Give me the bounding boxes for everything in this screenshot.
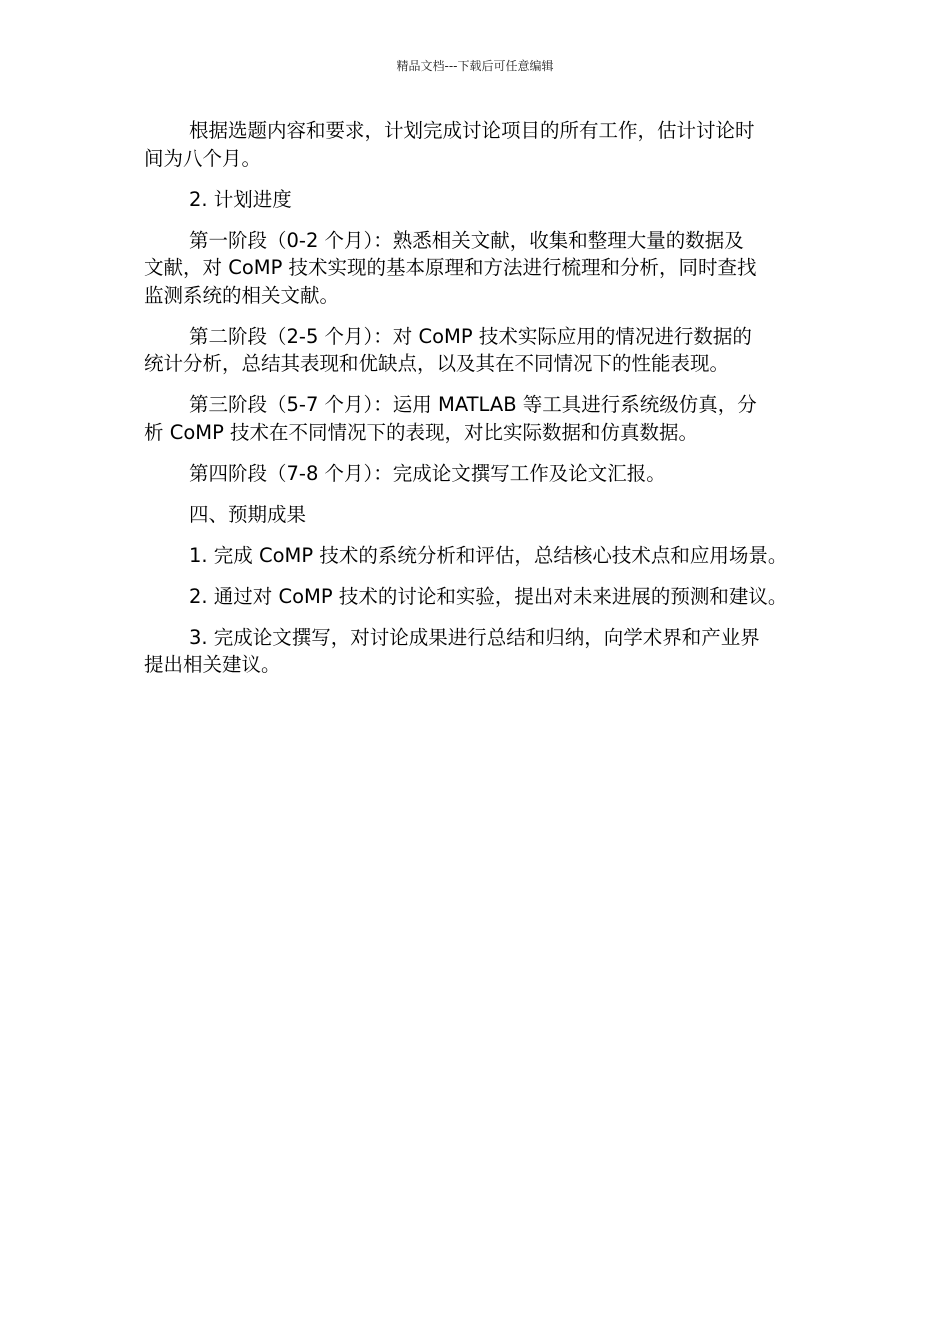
section-heading-expected-results <box>144 501 814 529</box>
paragraph-line: 第四阶段（7-8 个月）：完成论文撰写工作及论文汇报。 <box>189 461 666 485</box>
paragraph-result-one <box>144 542 814 570</box>
paragraph-line: 第三阶段（5-7 个月）：运用 MATLAB 等工具进行系统级仿真，分 <box>189 393 757 416</box>
paragraph-line: 提出相关建议。 <box>144 653 281 676</box>
paragraph-line: 2. 通过对 CoMP 技术的讨论和实验，提出对未来进展的预测和建议。 <box>189 584 788 608</box>
paragraph-line: 3. 完成论文撰写，对讨论成果进行总结和归纳，向学术界和产业界 <box>189 625 760 649</box>
paragraph-phase-one <box>144 227 814 310</box>
paragraph-line: 第二阶段（2-5 个月）：对 CoMP 技术实际应用的情况进行数据的 <box>189 324 752 348</box>
paragraph-line: 文献，对 CoMP 技术实现的基本原理和方法进行梳理和分析，同时查找 <box>144 256 757 279</box>
paragraph-result-two <box>144 583 814 611</box>
page-header: 精品文档---下载后可任意编辑 <box>396 59 554 73</box>
paragraph-line: 析 CoMP 技术在不同情况下的表现，对比实际数据和仿真数据。 <box>144 420 699 444</box>
paragraph-line: 2. 计划进度 <box>189 187 292 211</box>
paragraph-line: 第一阶段（0-2 个月）：熟悉相关文献，收集和整理大量的数据及 <box>189 228 744 252</box>
section-heading-schedule <box>144 186 814 214</box>
paragraph-phase-two <box>144 323 814 378</box>
paragraph-line: 间为八个月。 <box>144 146 262 170</box>
paragraph-result-three <box>144 624 814 679</box>
document-body <box>144 117 814 692</box>
paragraph-phase-four <box>144 460 814 488</box>
paragraph-line: 监测系统的相关文献。 <box>144 283 340 307</box>
paragraph-line: 1. 完成 CoMP 技术的系统分析和评估，总结核心技术点和应用场景。 <box>189 543 788 567</box>
paragraph-line: 根据选题内容和要求，计划完成讨论项目的所有工作，估计讨论时 <box>189 119 755 142</box>
paragraph-line: 四、预期成果 <box>189 502 307 526</box>
paragraph-phase-three <box>144 391 814 446</box>
paragraph-plan-overview <box>144 117 814 172</box>
paragraph-line: 统计分析，总结其表现和优缺点，以及其在不同情况下的性能表现。 <box>144 352 730 375</box>
